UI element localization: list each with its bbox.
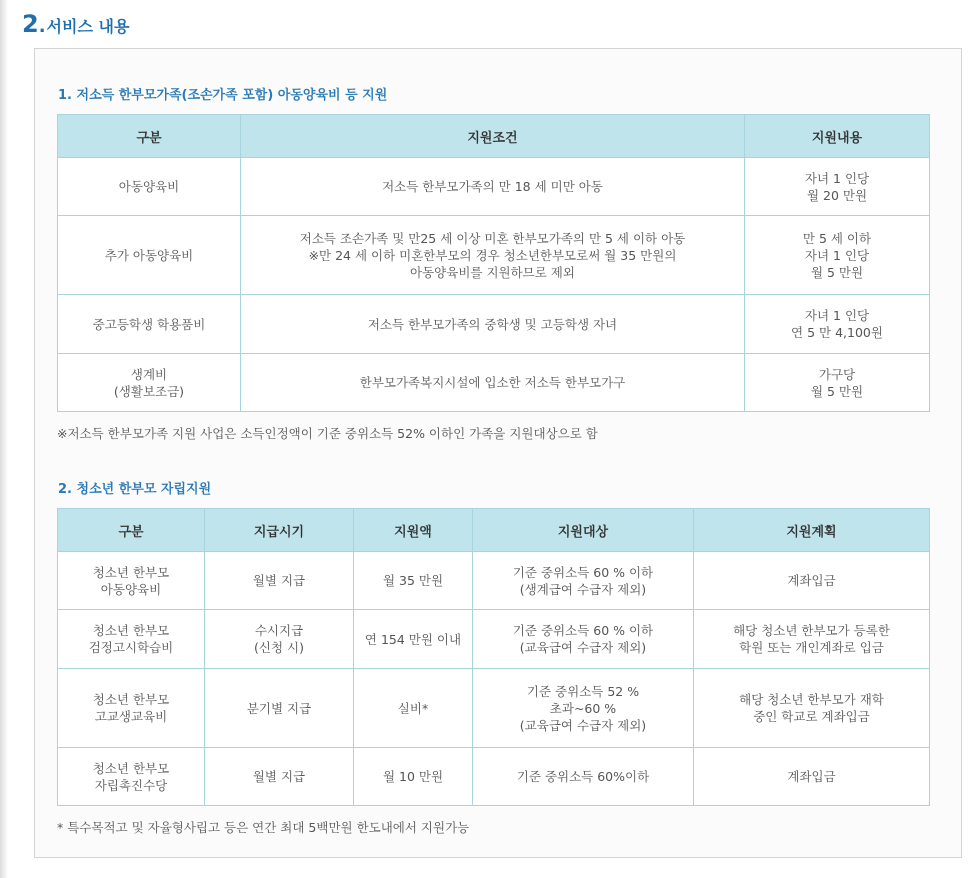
header-cell: 지급시기 <box>205 509 354 552</box>
heading-number: 2 <box>22 10 39 38</box>
table-cell: 수시지급 (신청 시) <box>205 610 354 669</box>
table-cell: 중고등학생 학용품비 <box>58 295 241 354</box>
table-row <box>58 158 930 216</box>
table-row <box>58 354 930 412</box>
table-cell: 월 10 만원 <box>354 748 473 806</box>
section1-title: 1. 저소득 한부모가족(조손가족 포함) 아동양육비 등 지원 <box>58 88 388 103</box>
table-header-row <box>58 115 930 158</box>
table-cell: 기준 중위소득 52 % 초과~60 % (교육급여 수급자 제외) <box>473 669 694 748</box>
header-cell: 지원액 <box>354 509 473 552</box>
table-cell: 청소년 한부모 아동양육비 <box>58 552 205 610</box>
header-cell: 지원계획 <box>694 509 930 552</box>
left-edge-shadow <box>0 0 8 878</box>
header-cell: 구분 <box>58 509 205 552</box>
table-cell: 생계비 (생활보조금) <box>58 354 241 412</box>
section-heading <box>22 10 129 38</box>
table-cell: 청소년 한부모 고교생교육비 <box>58 669 205 748</box>
table-row <box>58 669 930 748</box>
table-cell: 자녀 1 인당 월 20 만원 <box>745 158 930 216</box>
table-row <box>58 610 930 669</box>
table-cell: 만 5 세 이하 자녀 1 인당 월 5 만원 <box>745 216 930 295</box>
header-cell: 지원대상 <box>473 509 694 552</box>
table-cell: 기준 중위소득 60 % 이하 (교육급여 수급자 제외) <box>473 610 694 669</box>
table-cell: 아동양육비 <box>58 158 241 216</box>
header-cell: 지원조건 <box>241 115 745 158</box>
table-cell: 저소득 한부모가족의 만 18 세 미만 아동 <box>241 158 745 216</box>
table-cell: 월별 지급 <box>205 552 354 610</box>
table-cell: 추가 아동양육비 <box>58 216 241 295</box>
table-cell: 해당 청소년 한부모가 등록한 학원 또는 개인계좌로 입금 <box>694 610 930 669</box>
section2-note: * 특수목적고 및 자율형사립고 등은 연간 최대 5백만원 한도내에서 지원가능 <box>57 820 470 835</box>
table-cell: 월별 지급 <box>205 748 354 806</box>
table-cell: 계좌입금 <box>694 748 930 806</box>
table-cell: 가구당 월 5 만원 <box>745 354 930 412</box>
table-cell: 한부모가족복지시설에 입소한 저소득 한부모가구 <box>241 354 745 412</box>
table-row <box>58 552 930 610</box>
section2-table <box>57 508 930 806</box>
table-cell: 기준 중위소득 60 % 이하 (생계급여 수급자 제외) <box>473 552 694 610</box>
table-cell: 자녀 1 인당 연 5 만 4,100원 <box>745 295 930 354</box>
table-cell: 실비* <box>354 669 473 748</box>
section2-title: 2. 청소년 한부모 자립지원 <box>58 482 212 497</box>
table-cell: 청소년 한부모 검정고시학습비 <box>58 610 205 669</box>
header-cell: 지원내용 <box>745 115 930 158</box>
header-cell: 구분 <box>58 115 241 158</box>
table-row <box>58 748 930 806</box>
table-cell: 계좌입금 <box>694 552 930 610</box>
table-cell: 저소득 한부모가족의 중학생 및 고등학생 자녀 <box>241 295 745 354</box>
table-row <box>58 216 930 295</box>
table-cell: 저소득 조손가족 및 만25 세 이상 미혼 한부모가족의 만 5 세 이하 아동 ※만 24 세 이하 미혼한부모의 경우 청소년한부모로써 월 35 만원의 아동양육비를 지원하므로 제외 <box>241 216 745 295</box>
table-cell: 월 35 만원 <box>354 552 473 610</box>
table-cell: 해당 청소년 한부모가 재학 중인 학교로 계좌입금 <box>694 669 930 748</box>
table-cell: 청소년 한부모 자립촉진수당 <box>58 748 205 806</box>
table-cell: 분기별 지급 <box>205 669 354 748</box>
section1-table <box>57 114 930 412</box>
section1-note: ※저소득 한부모가족 지원 사업은 소득인정액이 기준 중위소득 52% 이하인 가족을 지원대상으로 함 <box>57 426 598 441</box>
table-cell: 기준 중위소득 60%이하 <box>473 748 694 806</box>
heading-title: 서비스 내용 <box>46 17 130 36</box>
heading-dot: . <box>38 16 46 37</box>
table-cell: 연 154 만원 이내 <box>354 610 473 669</box>
table-row <box>58 295 930 354</box>
table-header-row <box>58 509 930 552</box>
